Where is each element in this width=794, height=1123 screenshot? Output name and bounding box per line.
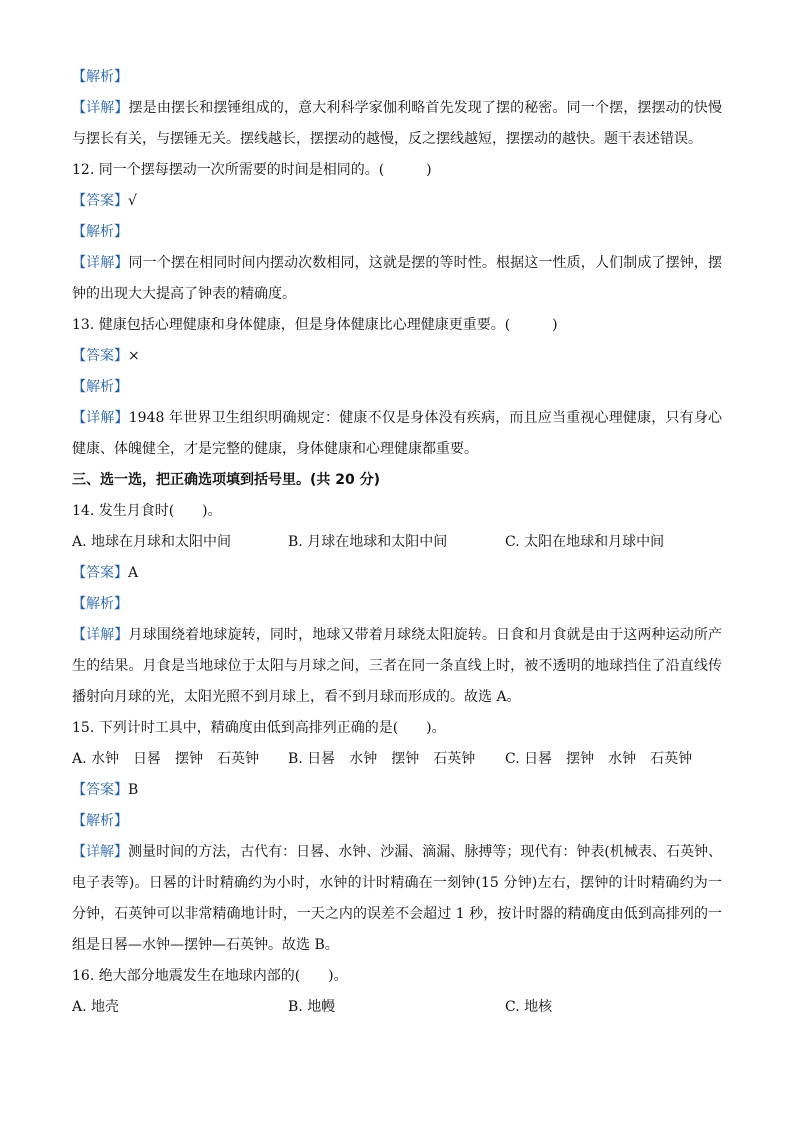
question-14: 14. 发生月食时( )。 <box>72 503 222 519</box>
answer-12: 【答案】√ <box>72 193 137 209</box>
section-heading-3: 三、选一选，把正确选项填到括号里。(共 20 分) <box>72 472 381 488</box>
option-c: C. 太阳在地球和月球中间 <box>505 534 665 550</box>
question-13: 13. 健康包括心理健康和身体健康，但是身体健康比心理健康更重要。( ) <box>72 317 558 333</box>
options-16 <box>72 992 722 1023</box>
option-b: B. 日晷 水钟 摆钟 石英钟 <box>288 751 476 767</box>
analysis-13: 【解析】 <box>72 379 128 395</box>
answer-14: 【答案】A <box>72 565 139 581</box>
option-c: C. 地核 <box>505 999 553 1015</box>
option-a: A. 地球在月球和太阳中间 <box>72 534 232 550</box>
detail-text: 摆是由摆长和摆锤组成的，意大利科学家伽利略首先发现了摆的秘密。同一个摆，摆摆动的快慢与摆长有关，与摆锤无关。摆线越长，摆摆动的越慢，反之摆线越短，摆摆动的越快。题干表述错误。 <box>72 100 723 147</box>
document-page <box>72 62 722 1023</box>
detail-13: 【详解】1948 年世界卫生组织明确规定：健康不仅是身体没有疾病，而且应当重视心理健康，只有身心健康、体魄健全，才是完整的健康，身体健康和心理健康都重要。 <box>72 410 723 457</box>
option-b: B. 月球在地球和太阳中间 <box>288 534 448 550</box>
analysis-12: 【解析】 <box>72 224 128 240</box>
question-12: 12. 同一个摆每摆动一次所需要的时间是相同的。( ) <box>72 162 432 178</box>
question-15: 15. 下列计时工具中，精确度由低到高排列正确的是( )。 <box>72 720 446 736</box>
analysis-label: 【解析】 <box>72 69 128 85</box>
detail-12: 【详解】同一个摆在相同时间内摆动次数相同，这就是摆的等时性。根据这一性质，人们制成了摆钟，摆钟的出现大大提高了钟表的精确度。 <box>72 255 723 302</box>
detail-15: 【详解】测量时间的方法，古代有：日晷、水钟、沙漏、滴漏、脉搏等；现代有：钟表(机械表、石英钟、电子表等)。日晷的计时精确约为小时，水钟的计时精确在一刻钟(15 分钟)左右，摆钟的计时精确约为一分钟，石英钟可以非常精确地计时，一天之内的误差不会超过 1 秒，按计时器的精确度由低到高排列的一组是日晷—水钟—摆钟—石英钟。故选 B。 <box>72 844 722 953</box>
options-14 <box>72 527 722 558</box>
answer-13: 【答案】× <box>72 348 140 364</box>
detail-paragraph <box>72 93 722 155</box>
option-c: C. 日晷 摆钟 水钟 石英钟 <box>505 751 693 767</box>
answer-15: 【答案】B <box>72 782 139 798</box>
analysis-15: 【解析】 <box>72 813 128 829</box>
question-16: 16. 绝大部分地震发生在地球内部的( )。 <box>72 968 348 984</box>
analysis-14: 【解析】 <box>72 596 128 612</box>
detail-tag: 【详解】 <box>72 100 129 116</box>
option-b: B. 地幔 <box>288 999 336 1015</box>
option-a: A. 水钟 日晷 摆钟 石英钟 <box>72 751 260 767</box>
options-15 <box>72 744 722 775</box>
detail-14: 【详解】月球围绕着地球旋转，同时，地球又带着月球绕太阳旋转。日食和月食就是由于这两种运动所产生的结果。月食是当地球位于太阳与月球之间，三者在同一条直线上时，被不透明的地球挡住了沿直线传播射向月球的光，太阳光照不到月球上，看不到月球而形成的。故选 A。 <box>72 627 723 705</box>
option-a: A. 地壳 <box>72 999 120 1015</box>
